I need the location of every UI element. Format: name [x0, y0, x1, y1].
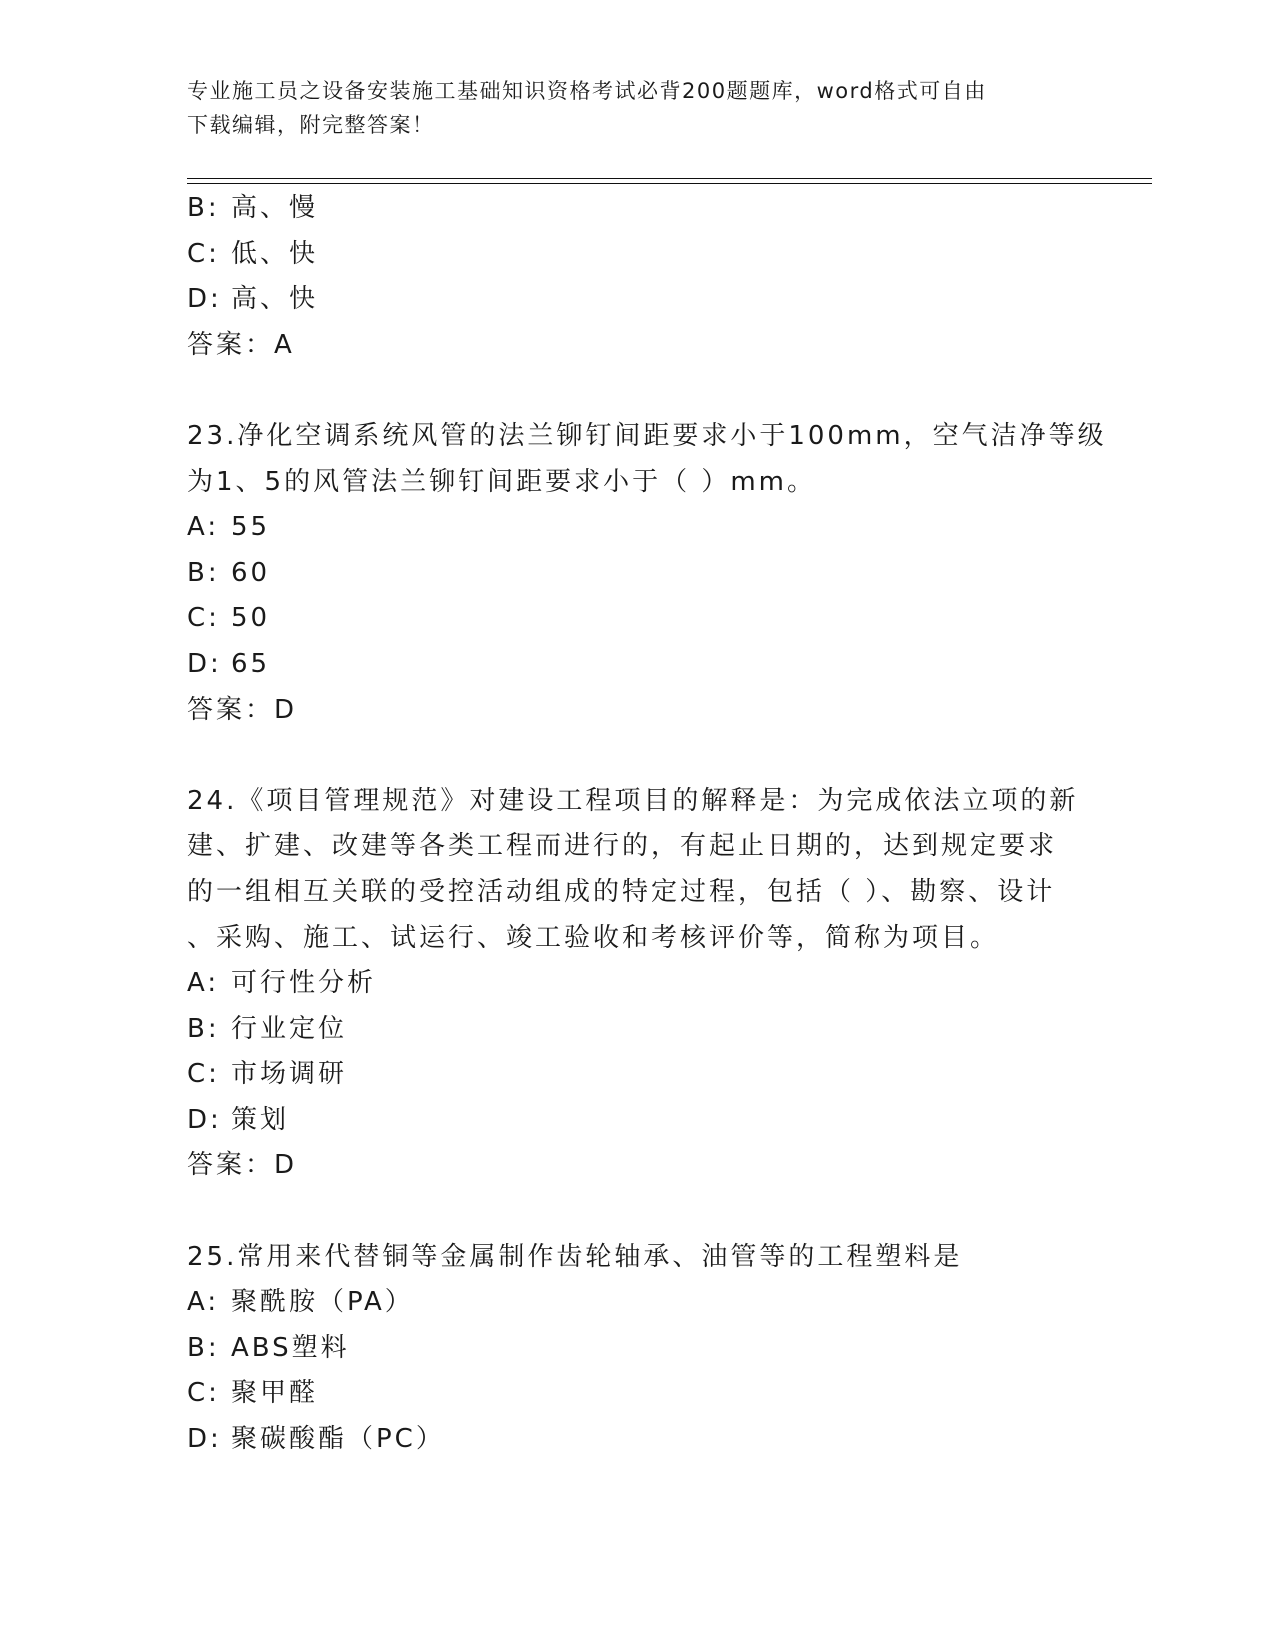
option-b — [187, 551, 1087, 597]
option-c — [187, 232, 1087, 278]
option-label: D: — [187, 1424, 222, 1455]
option-b — [187, 1007, 1087, 1053]
option-c — [187, 1371, 1087, 1417]
option-text: 聚碳酸酯（PC） — [231, 1424, 445, 1455]
option-text: 聚酰胺（PA） — [231, 1287, 414, 1318]
option-a — [187, 961, 1087, 1007]
page-header — [187, 74, 1067, 142]
option-text: 65 — [231, 648, 271, 679]
option-text: ABS塑料 — [231, 1332, 350, 1363]
option-label: A: — [187, 1287, 220, 1318]
question-list — [187, 186, 1107, 1463]
answer-line: 答案：D — [187, 694, 298, 725]
option-label: C: — [187, 1059, 220, 1090]
header-title-line-1: 专业施工员之设备安装施工基础知识资格考试必背200题题库，word格式可自由 — [187, 79, 987, 103]
option-text: 55 — [231, 512, 271, 543]
question-stem-line: 为1、5的风管法兰铆钉间距要求小于（ ）mm。 — [187, 466, 817, 497]
option-label: A: — [187, 512, 220, 543]
option-label: C: — [187, 1378, 220, 1409]
question-22-continued — [187, 186, 1087, 368]
option-label: A: — [187, 968, 220, 999]
option-label: B: — [187, 1332, 220, 1363]
header-divider-top — [187, 178, 1152, 179]
answer-line: 答案：D — [187, 1150, 298, 1181]
question-stem-line: 23.净化空调系统风管的法兰铆钉间距要求小于100mm，空气洁净等级 — [187, 420, 1107, 451]
option-label: C: — [187, 238, 220, 269]
option-text: 聚甲醛 — [231, 1378, 319, 1409]
question-23 — [187, 414, 1107, 733]
option-label: D: — [187, 648, 222, 679]
option-text: 策划 — [231, 1104, 290, 1135]
header-title-line-2: 下载编辑，附完整答案！ — [187, 113, 435, 137]
question-25 — [187, 1235, 1087, 1463]
option-a — [187, 505, 1087, 551]
option-d — [187, 1098, 1087, 1144]
spacer — [187, 733, 1087, 779]
question-stem-line: 24.《项目管理规范》对建设工程项目的解释是：为完成依法立项的新 — [187, 785, 1079, 816]
option-d — [187, 642, 1087, 688]
option-d — [187, 1417, 1087, 1463]
option-a — [187, 1280, 1087, 1326]
question-stem-line: 的一组相互关联的受控活动组成的特定过程，包括（ ）、勘察、设计 — [187, 876, 1056, 907]
spacer — [187, 1189, 1087, 1235]
answer-line: 答案：A — [187, 329, 295, 360]
option-label: D: — [187, 1104, 222, 1135]
option-label: B: — [187, 557, 220, 588]
question-24 — [187, 779, 1087, 1189]
option-b — [187, 186, 1087, 232]
question-stem-line: 25.常用来代替铜等金属制作齿轮轴承、油管等的工程塑料是 — [187, 1241, 963, 1272]
option-d — [187, 277, 1087, 323]
option-text: 高、快 — [231, 284, 319, 315]
option-label: B: — [187, 1013, 220, 1044]
option-c — [187, 1052, 1087, 1098]
option-label: D: — [187, 284, 222, 315]
option-label: C: — [187, 603, 220, 634]
option-c — [187, 596, 1087, 642]
option-text: 50 — [231, 603, 271, 634]
question-stem-line: 建、扩建、改建等各类工程而进行的，有起止日期的，达到规定要求 — [187, 831, 1058, 862]
option-text: 低、快 — [231, 238, 319, 269]
header-divider-bottom — [187, 183, 1152, 184]
option-label: B: — [187, 193, 220, 223]
option-text: 行业定位 — [231, 1013, 348, 1044]
option-text: 可行性分析 — [231, 968, 377, 999]
option-text: 60 — [231, 557, 271, 588]
question-stem-line: 、采购、施工、试运行、竣工验收和考核评价等，简称为项目。 — [187, 922, 1000, 953]
option-b — [187, 1326, 1087, 1372]
option-text: 高、慢 — [231, 193, 319, 223]
option-text: 市场调研 — [231, 1059, 348, 1090]
spacer — [187, 368, 1087, 414]
